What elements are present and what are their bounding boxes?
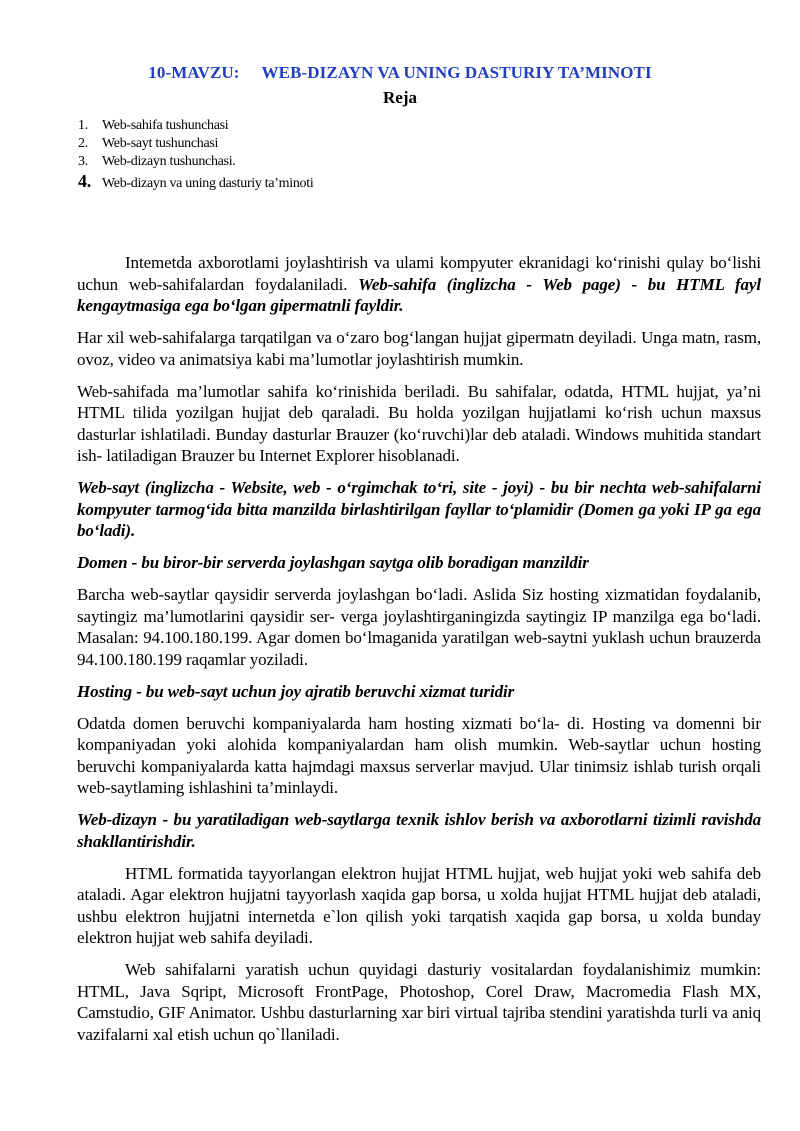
domain-definition: Domen - bu biror-bir serverda joylashgan saytga olib boradigan manzildir [77, 553, 589, 572]
webpage-definition: Web-sahifa (inglizcha - Web page) - bu HTML fayl kengaytmasiga ega bo‘lgan gipermatnli fayldir. [77, 274, 761, 315]
paragraph-hypertext: Har xil web-sahifalarga tarqatilgan va o‘zaro bog‘langan hujjat gipermatn deyiladi. Unga matn, rasm, ovoz, video va animatsiya kabi ma’lumotlar joylashtirish mumkin. [77, 328, 761, 369]
paragraph-webpage-intro: Intemetda axborotlami joylashtirish va ulami kompyuter ekranidagi ko‘rinishi qulay bo‘lishi uchun web-sahifalardan foydalaniladi. Web-sahifa (inglizcha - Web page) - bu HTML fayl kengaytmasiga ega bo‘lgan gipermatnli fayldir. [77, 253, 761, 315]
topic-title [0, 63, 800, 83]
plan-item: 1. Web-sahifa tushunchasi [78, 118, 229, 133]
plan-heading: Reja [383, 88, 417, 107]
paragraph-software-tools: Web sahifalarni yaratish uchun quyidagi dasturiy vositalardan foydalanishimiz mumkin: HTML, Java Sqript, Microsoft FrontPage, Photoshop, Corel Draw, Macromedia Flash MX, Camstudio, GIF Animator. Ushbu dasturlarning xar biri virtual tajriba stendini yaratishda turli va aniq vazifalarni xal etish uchun qo`llaniladi. [77, 960, 761, 1044]
document-body [77, 252, 761, 1056]
plan-item: 4. Web-dizayn va uning dasturiy ta’minoti [78, 171, 314, 191]
plan-item: 3. Web-dizayn tushunchasi. [78, 154, 236, 169]
topic-number: 10-MAVZU: [148, 63, 240, 82]
paragraph-html-document: HTML formatida tayyorlangan elektron hujjat HTML hujjat, web hujjat yoki web sahifa deb ataladi. Agar elektron hujjatni tayyorlash xaqida gap borsa, u xolda hujjat HTML hujjat deb ataladi, ushbu elektron hujjatni internetda e`lon qilish yoki tarqatish xaqida gap borsa, u xolda bunday elektron hujjat web sahifa deyiladi. [77, 863, 761, 947]
plan-list [78, 117, 313, 193]
plan-item: 2. Web-sayt tushunchasi [78, 136, 219, 151]
hosting-definition: Hosting - bu web-sayt uchun joy ajratib beruvchi xizmat turidir [77, 681, 515, 701]
website-definition: Web-sayt (inglizcha - Website, web - o‘rgimchak to‘ri, site - joyi) - bu bir nechta web-sahifalarni kompyuter tarmog‘ida bitta manzilda birlashtirilgan fayllar to‘plamidir (Domen ga yoki IP ga ega bo‘ladi). [77, 478, 761, 540]
webdesign-definition: Web-dizayn - bu yaratiladigan web-saytlarga texnik ishlov berish va axborotlarni tizimli ravishda shakllantirishdir. [77, 810, 761, 851]
paragraph-ip-address: Barcha web-saytlar qaysidir serverda joylashgan bo‘ladi. Aslida Siz hosting xizmatidan foydalanib, saytingiz ma’lumotlarini qaysidir ser- verga joylashtirganingizda saytingiz IP manzilga ega bo‘ladi. Masalan: 94.100.180.199. Agar domen bo‘lmaganida yaratilgan web-saytni yuklash uchun brauzerda 94.100.180.199 raqamlar yoziladi. [77, 585, 761, 669]
topic-title-text: WEB-DIZAYN VA UNING DASTURIY TA’MINOTI [261, 63, 652, 82]
paragraph-browser: Web-sahifada ma’lumotlar sahifa ko‘rinishida beriladi. Bu sahifalar, odatda, HTML hujjat, ya’ni HTML tilida yozilgan hujjat deb qaraladi. Bu holda yozilgan hujjatlami ko‘rish uchun maxsus dasturlar ishlatiladi. Bunday dasturlar Brauzer (ko‘ruvchi)lar deb ataladi. Windows muhitida standart ish- latiladigan Brauzer bu Internet Explorer hisoblanadi. [77, 381, 761, 465]
paragraph-hosting: Odatda domen beruvchi kompaniyalarda ham hosting xizmati bo‘la- di. Hosting va domenni bir kompaniyadan yoki alohida kompaniyalardan ham olish mumkin. Web-saytlar uchun hosting beruvchi kompaniyalarda katta hajmdagi maxsus serverlar mavjud. Ular tinimsiz ishlab turish orqali web-saytlaming ishlashini ta’minlaydi. [77, 713, 761, 797]
